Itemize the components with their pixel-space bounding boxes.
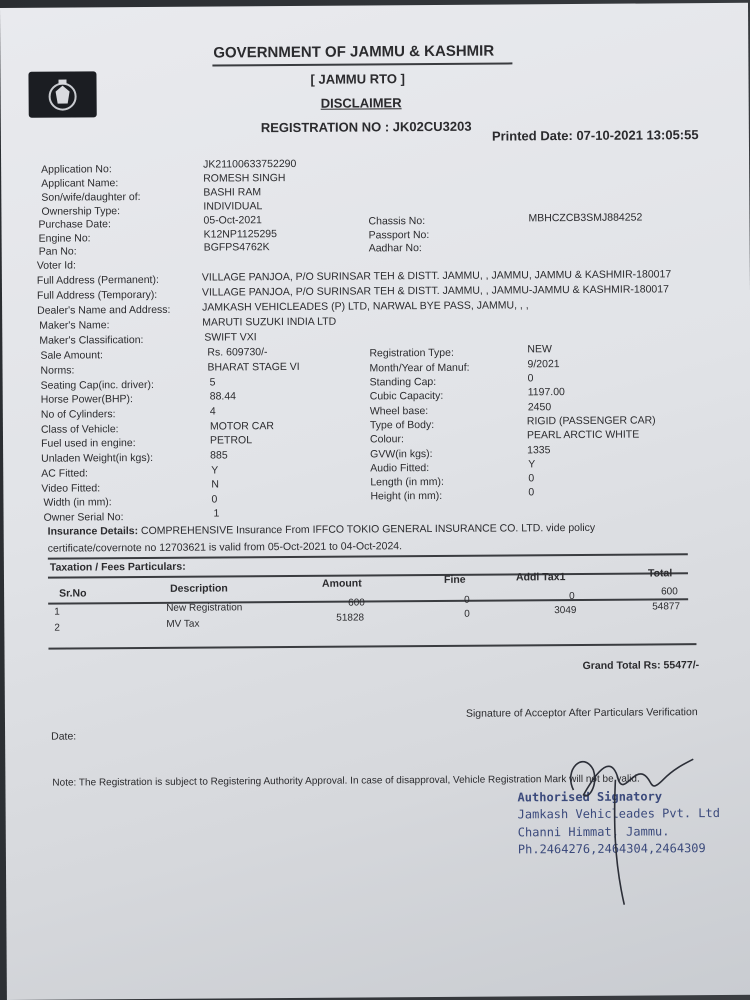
body-value: RIGID (PASSENGER CAR) (526, 414, 656, 428)
reg-type-label: Registration Type: (369, 346, 454, 360)
row2-addl: 3049 (554, 604, 577, 617)
row1-desc: New Registration (166, 602, 243, 614)
rto-title: [ JAMMU RTO ] (310, 71, 405, 87)
seating-value: 5 (209, 376, 216, 389)
disclaimer-title: DISCLAIMER (320, 95, 402, 111)
pan-no-label: Pan No: (38, 245, 77, 258)
sale-amount-value: Rs. 609730/- (207, 346, 268, 359)
stamp-line3: Channi Himmat, Jammu. (517, 824, 670, 840)
gvw-value: 1335 (527, 444, 551, 457)
insurance-label: Insurance Details: (47, 525, 139, 538)
maker-class-label: Maker's Classification: (39, 334, 144, 347)
purchase-date-label: Purchase Date: (38, 218, 111, 231)
pan-no-value: BGFPS4762K (203, 241, 270, 254)
stamp-line4: Ph.2464276,2464304,2464309 (517, 841, 706, 857)
address-temp-label: Full Address (Temporary): (36, 288, 158, 302)
col-fine: Fine (443, 573, 466, 586)
row1-addl: 0 (569, 591, 575, 603)
document-sheet (0, 3, 750, 1000)
application-no-label: Application No: (41, 163, 112, 176)
application-no-value: JK21100633752290 (203, 157, 297, 171)
manuf-value: 9/2021 (527, 358, 560, 371)
dealer-value: JAMKASH VEHICLEADES (P) LTD, NARWAL BYE PASS, JAMMU, , , (202, 299, 529, 314)
ac-label: AC Fitted: (41, 467, 88, 480)
row2-total: 54877 (652, 601, 681, 613)
government-title: GOVERNMENT OF JAMMU & KASHMIR (213, 42, 495, 62)
grand-total: Grand Total Rs: 55477/- (582, 659, 700, 672)
insurance-rule (48, 553, 688, 559)
signature-label: Signature of Acceptor After Particulars Verification (465, 706, 698, 720)
height-label: Height (in mm): (370, 489, 443, 503)
chassis-no-label: Chassis No: (368, 215, 426, 228)
taxation-title: Taxation / Fees Particulars: (49, 560, 186, 574)
maker-value: MARUTI SUZUKI INDIA LTD (202, 315, 337, 329)
col-amount: Amount (321, 577, 362, 590)
manuf-label: Month/Year of Manuf: (369, 361, 470, 375)
fuel-value: PETROL (209, 434, 253, 447)
cylinders-label: No of Cylinders: (40, 408, 116, 421)
width-label: Width (in mm): (43, 496, 112, 509)
address-temp-value: VILLAGE PANJOA, P/O SURINSAR TEH & DISTT. JAMMU, , JAMMU-JAMMU & KASHMIR-180017 (201, 283, 669, 299)
aadhar-no-label: Aadhar No: (368, 242, 422, 255)
stamp-line1: Authorised Signatory (517, 789, 663, 805)
row2-amount: 51828 (336, 612, 365, 624)
col-srno: Sr.No (59, 587, 87, 600)
maker-class-value: SWIFT VXI (204, 331, 257, 344)
cc-label: Cubic Capacity: (369, 389, 444, 403)
emblem-logo (28, 71, 96, 117)
insurance-line1: COMPREHENSIVE Insurance From IFFCO TOKIO GENERAL INSURANCE CO. LTD. vide policy (140, 521, 596, 538)
col-total: Total (647, 567, 673, 580)
son-of-label: Son/wife/daughter of: (41, 191, 141, 204)
note-text: Note: The Registration is subject to Registering Authority Approval. In case of disapproval, Vehicle Registration Mark will not be valid. (52, 773, 640, 789)
fuel-label: Fuel used in engine: (41, 437, 136, 450)
stamp-line2: Jamkash Vehicleades Pvt. Ltd (517, 805, 720, 822)
col-addl: Addl Tax1 (515, 571, 566, 584)
unladen-value: 885 (210, 449, 228, 462)
audio-value: Y (528, 458, 536, 471)
height-value: 0 (528, 486, 535, 499)
insurance-details (48, 522, 596, 538)
engine-no-value: K12NP1125295 (203, 228, 278, 241)
video-value: N (211, 478, 219, 491)
row2-desc: MV Tax (166, 618, 200, 630)
date-label: Date: (51, 730, 77, 743)
wheelbase-label: Wheel base: (369, 405, 429, 418)
sale-amount-label: Sale Amount: (40, 349, 103, 362)
address-perm-value: VILLAGE PANJOA, P/O SURINSAR TEH & DISTT. JAMMU, , JAMMU, JAMMU & KASHMIR-180017 (201, 268, 672, 284)
reg-type-value: NEW (527, 343, 552, 356)
body-label: Type of Body: (369, 418, 435, 432)
width-value: 0 (211, 493, 218, 506)
hp-label: Horse Power(BHP): (40, 393, 133, 406)
gvw-label: GVW(in kgs): (370, 447, 433, 461)
standing-label: Standing Cap: (369, 375, 437, 389)
applicant-name-label: Applicant Name: (41, 177, 119, 190)
col-desc: Description (170, 582, 228, 595)
taxation-rule-bottom (48, 643, 696, 649)
row2-srno: 2 (54, 622, 60, 634)
address-perm-label: Full Address (Permanent): (36, 273, 159, 287)
taxation-rule-header (48, 598, 688, 604)
maker-label: Maker's Name: (39, 319, 110, 332)
purchase-date-value: 05-Oct-2021 (203, 214, 262, 227)
applicant-name-value: ROMESH SINGH (203, 172, 286, 185)
vehicle-class-value: MOTOR CAR (209, 420, 274, 433)
cylinders-value: 4 (209, 405, 216, 418)
row1-srno: 1 (54, 606, 60, 618)
audio-label: Audio Fitted: (370, 462, 430, 475)
voter-id-label: Voter Id: (36, 259, 76, 272)
seating-label: Seating Cap(inc. driver): (40, 378, 154, 392)
title-underline (212, 62, 512, 66)
standing-value: 0 (527, 372, 534, 385)
colour-value: PEARL ARCTIC WHITE (526, 428, 640, 442)
norms-label: Norms: (40, 364, 75, 377)
ownership-label: Ownership Type: (41, 205, 121, 218)
engine-no-label: Engine No: (38, 232, 91, 245)
ownership-value: INDIVIDUAL (203, 200, 263, 213)
ac-value: Y (211, 464, 219, 477)
unladen-label: Unladen Weight(in kgs): (41, 451, 154, 465)
dealer-label: Dealer's Name and Address: (37, 303, 171, 317)
handwritten-signature (553, 739, 704, 910)
owner-serial-label: Owner Serial No: (43, 511, 124, 524)
taxation-rule-top (48, 572, 688, 578)
passport-no-label: Passport No: (368, 229, 430, 242)
row1-total: 600 (661, 586, 678, 598)
printed-date: Printed Date: 07-10-2021 13:05:55 (491, 127, 699, 144)
chassis-no-value: MBHCZCB3SMJ884252 (528, 211, 643, 225)
insurance-line2: certificate/covernote no 12703621 is valid from 05-Oct-2021 to 04-Oct-2024. (47, 540, 403, 555)
owner-serial-value: 1 (213, 507, 220, 520)
colour-label: Colour: (369, 433, 404, 446)
hp-value: 88.44 (209, 390, 237, 403)
row2-fine: 0 (464, 608, 470, 620)
son-of-value: BASHI RAM (203, 186, 262, 199)
row1-amount: 600 (348, 597, 365, 609)
length-value: 0 (528, 472, 535, 485)
registration-number: REGISTRATION NO : JK02CU3203 (260, 118, 472, 136)
norms-value: BHARAT STAGE VI (207, 360, 300, 374)
row1-fine: 0 (464, 594, 470, 606)
wheelbase-value: 2450 (527, 401, 552, 414)
length-label: Length (in mm): (370, 475, 444, 489)
cc-value: 1197.00 (527, 386, 565, 399)
vehicle-class-label: Class of Vehicle: (40, 423, 119, 436)
video-label: Video Fitted: (41, 482, 101, 495)
